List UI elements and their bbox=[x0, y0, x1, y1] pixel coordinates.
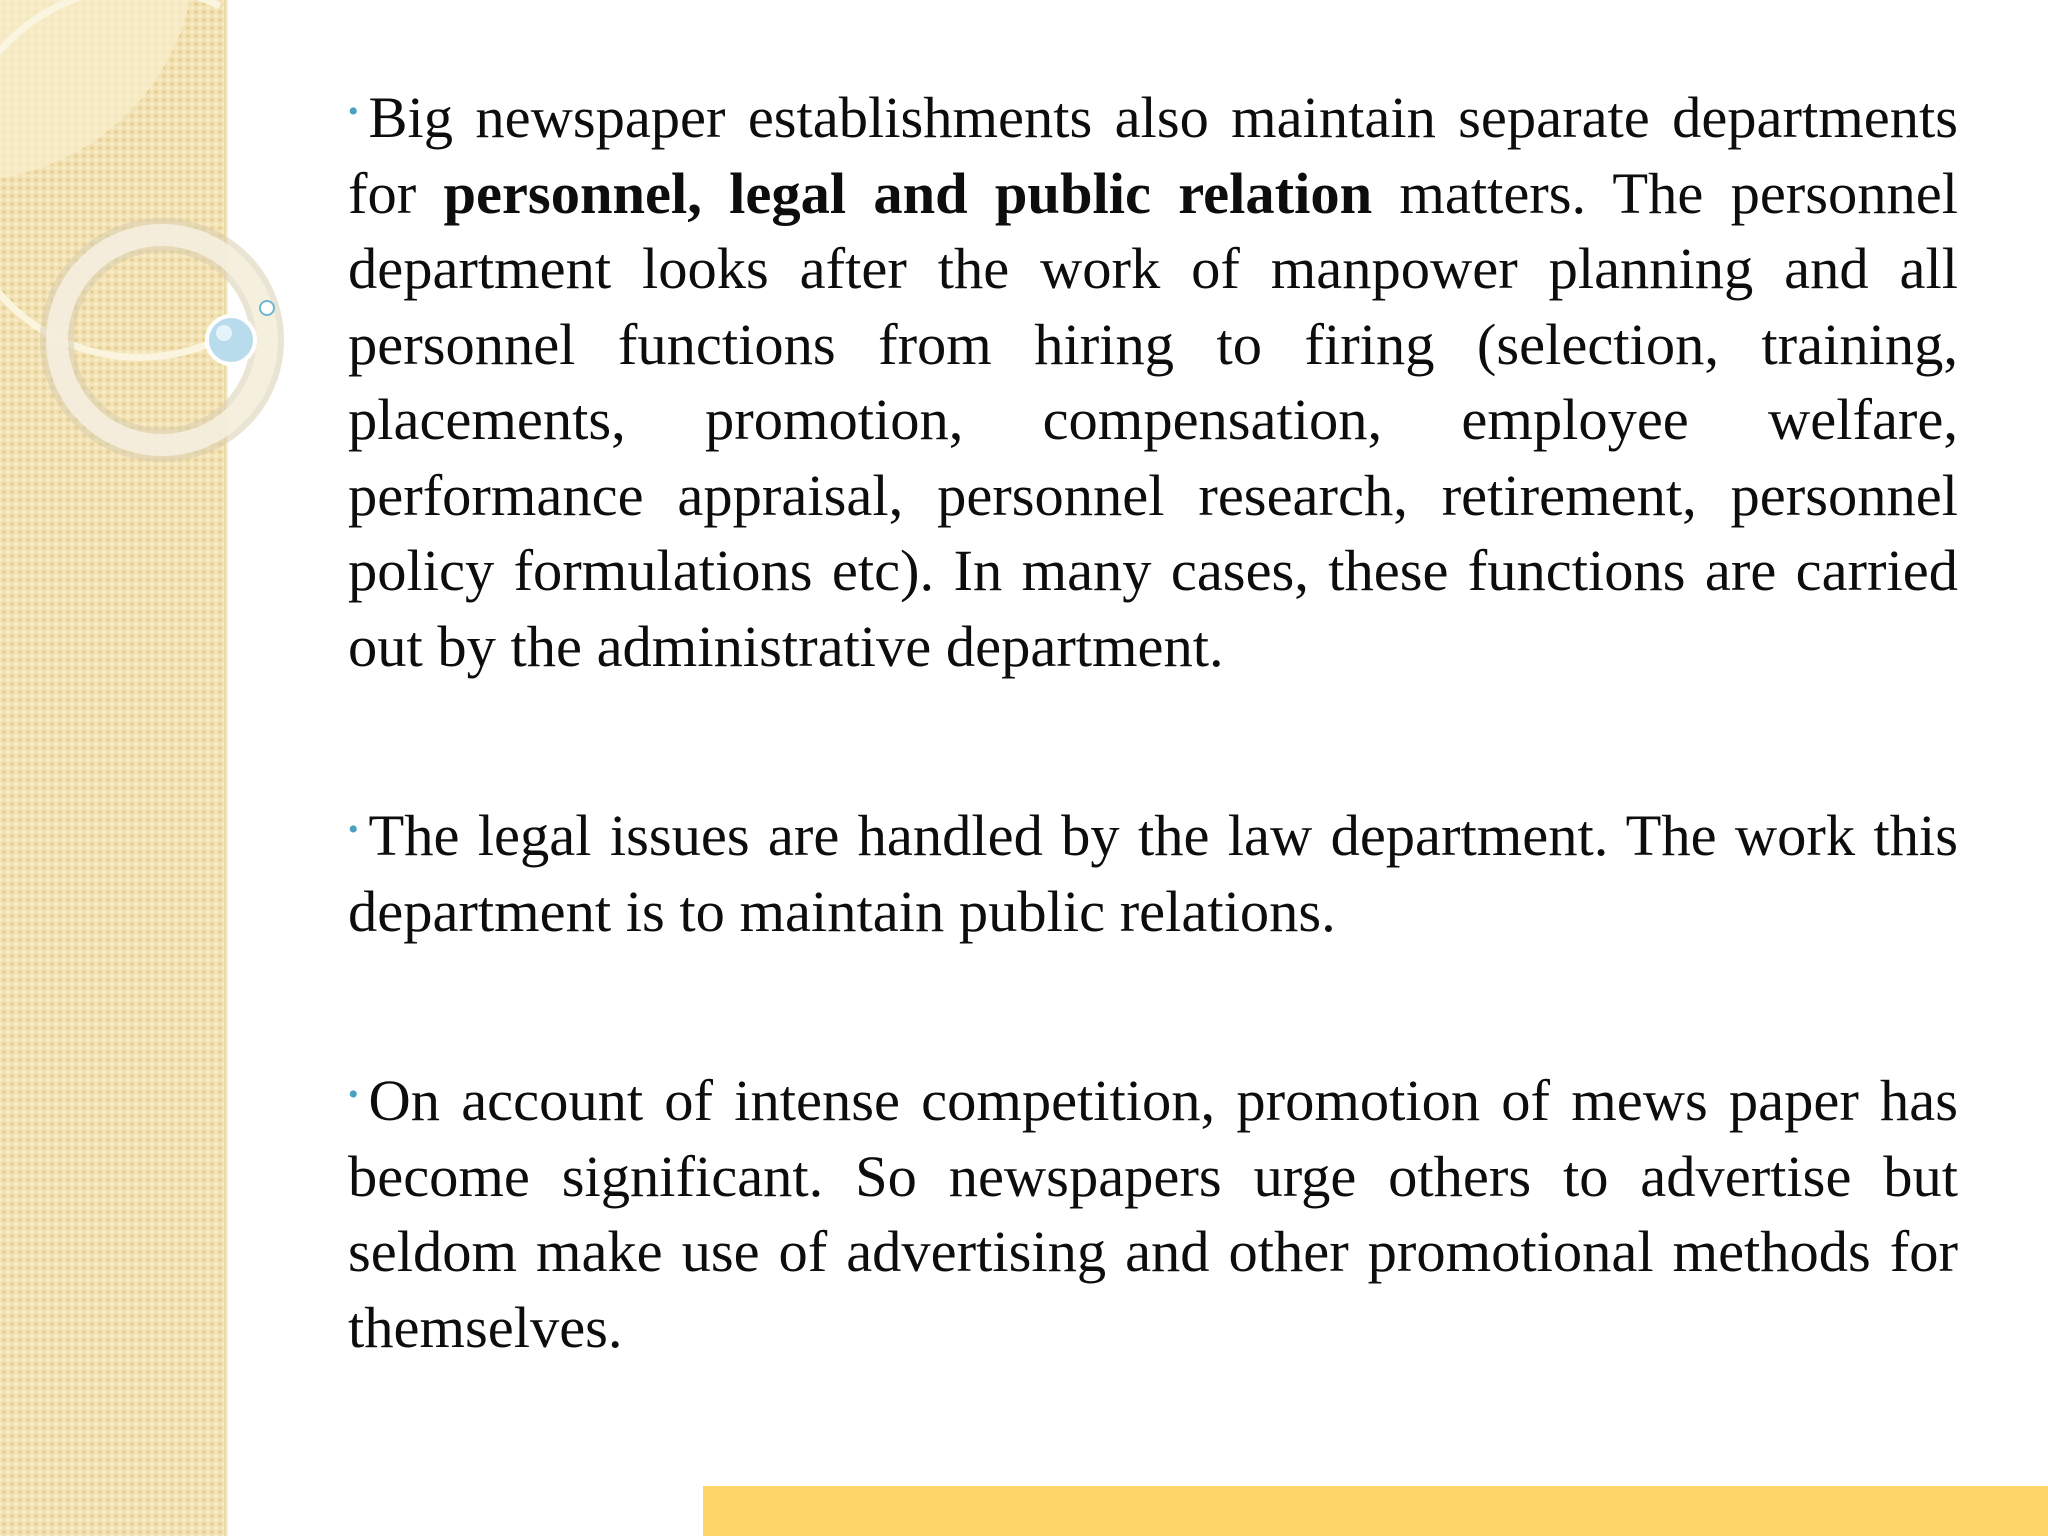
paragraph-bold-text: personnel, legal and public relation bbox=[443, 160, 1373, 226]
paragraph-text-after: matters. The personnel department looks after the work of manpower planning and all personnel functions from hiring to firing (selection, training, placements, promotion, compensation, employee welfare, performance appraisal, personnel research, retirement, personnel policy formulations etc). In many cases, these functions are carried out by the administrative department. bbox=[348, 160, 1958, 679]
paragraph-text: The legal issues are handled by the law department. The work this department is to maintain public relations. bbox=[348, 803, 1958, 944]
bullet-paragraph-departments bbox=[348, 74, 1958, 684]
bullet-dot-icon: • bbox=[348, 1078, 359, 1111]
paragraph-text: On account of intense competition, promotion of mews paper has become significant. So newspapers urge others to advertise but seldom make use of advertising and other promotional methods for themselves. bbox=[348, 1068, 1958, 1360]
bullet-dot-icon: • bbox=[348, 813, 359, 846]
decorative-rings-icon bbox=[0, 0, 300, 520]
bullet-dot-icon: • bbox=[348, 95, 359, 128]
bullet-paragraph-promotion bbox=[348, 1057, 1958, 1365]
bottom-accent-bar bbox=[703, 1486, 2048, 1536]
bullet-list bbox=[348, 74, 1958, 1365]
bullet-paragraph-legal bbox=[348, 792, 1958, 949]
paragraph-text-before: Big newspaper establishments also maintain separate departments for bbox=[348, 85, 1958, 226]
